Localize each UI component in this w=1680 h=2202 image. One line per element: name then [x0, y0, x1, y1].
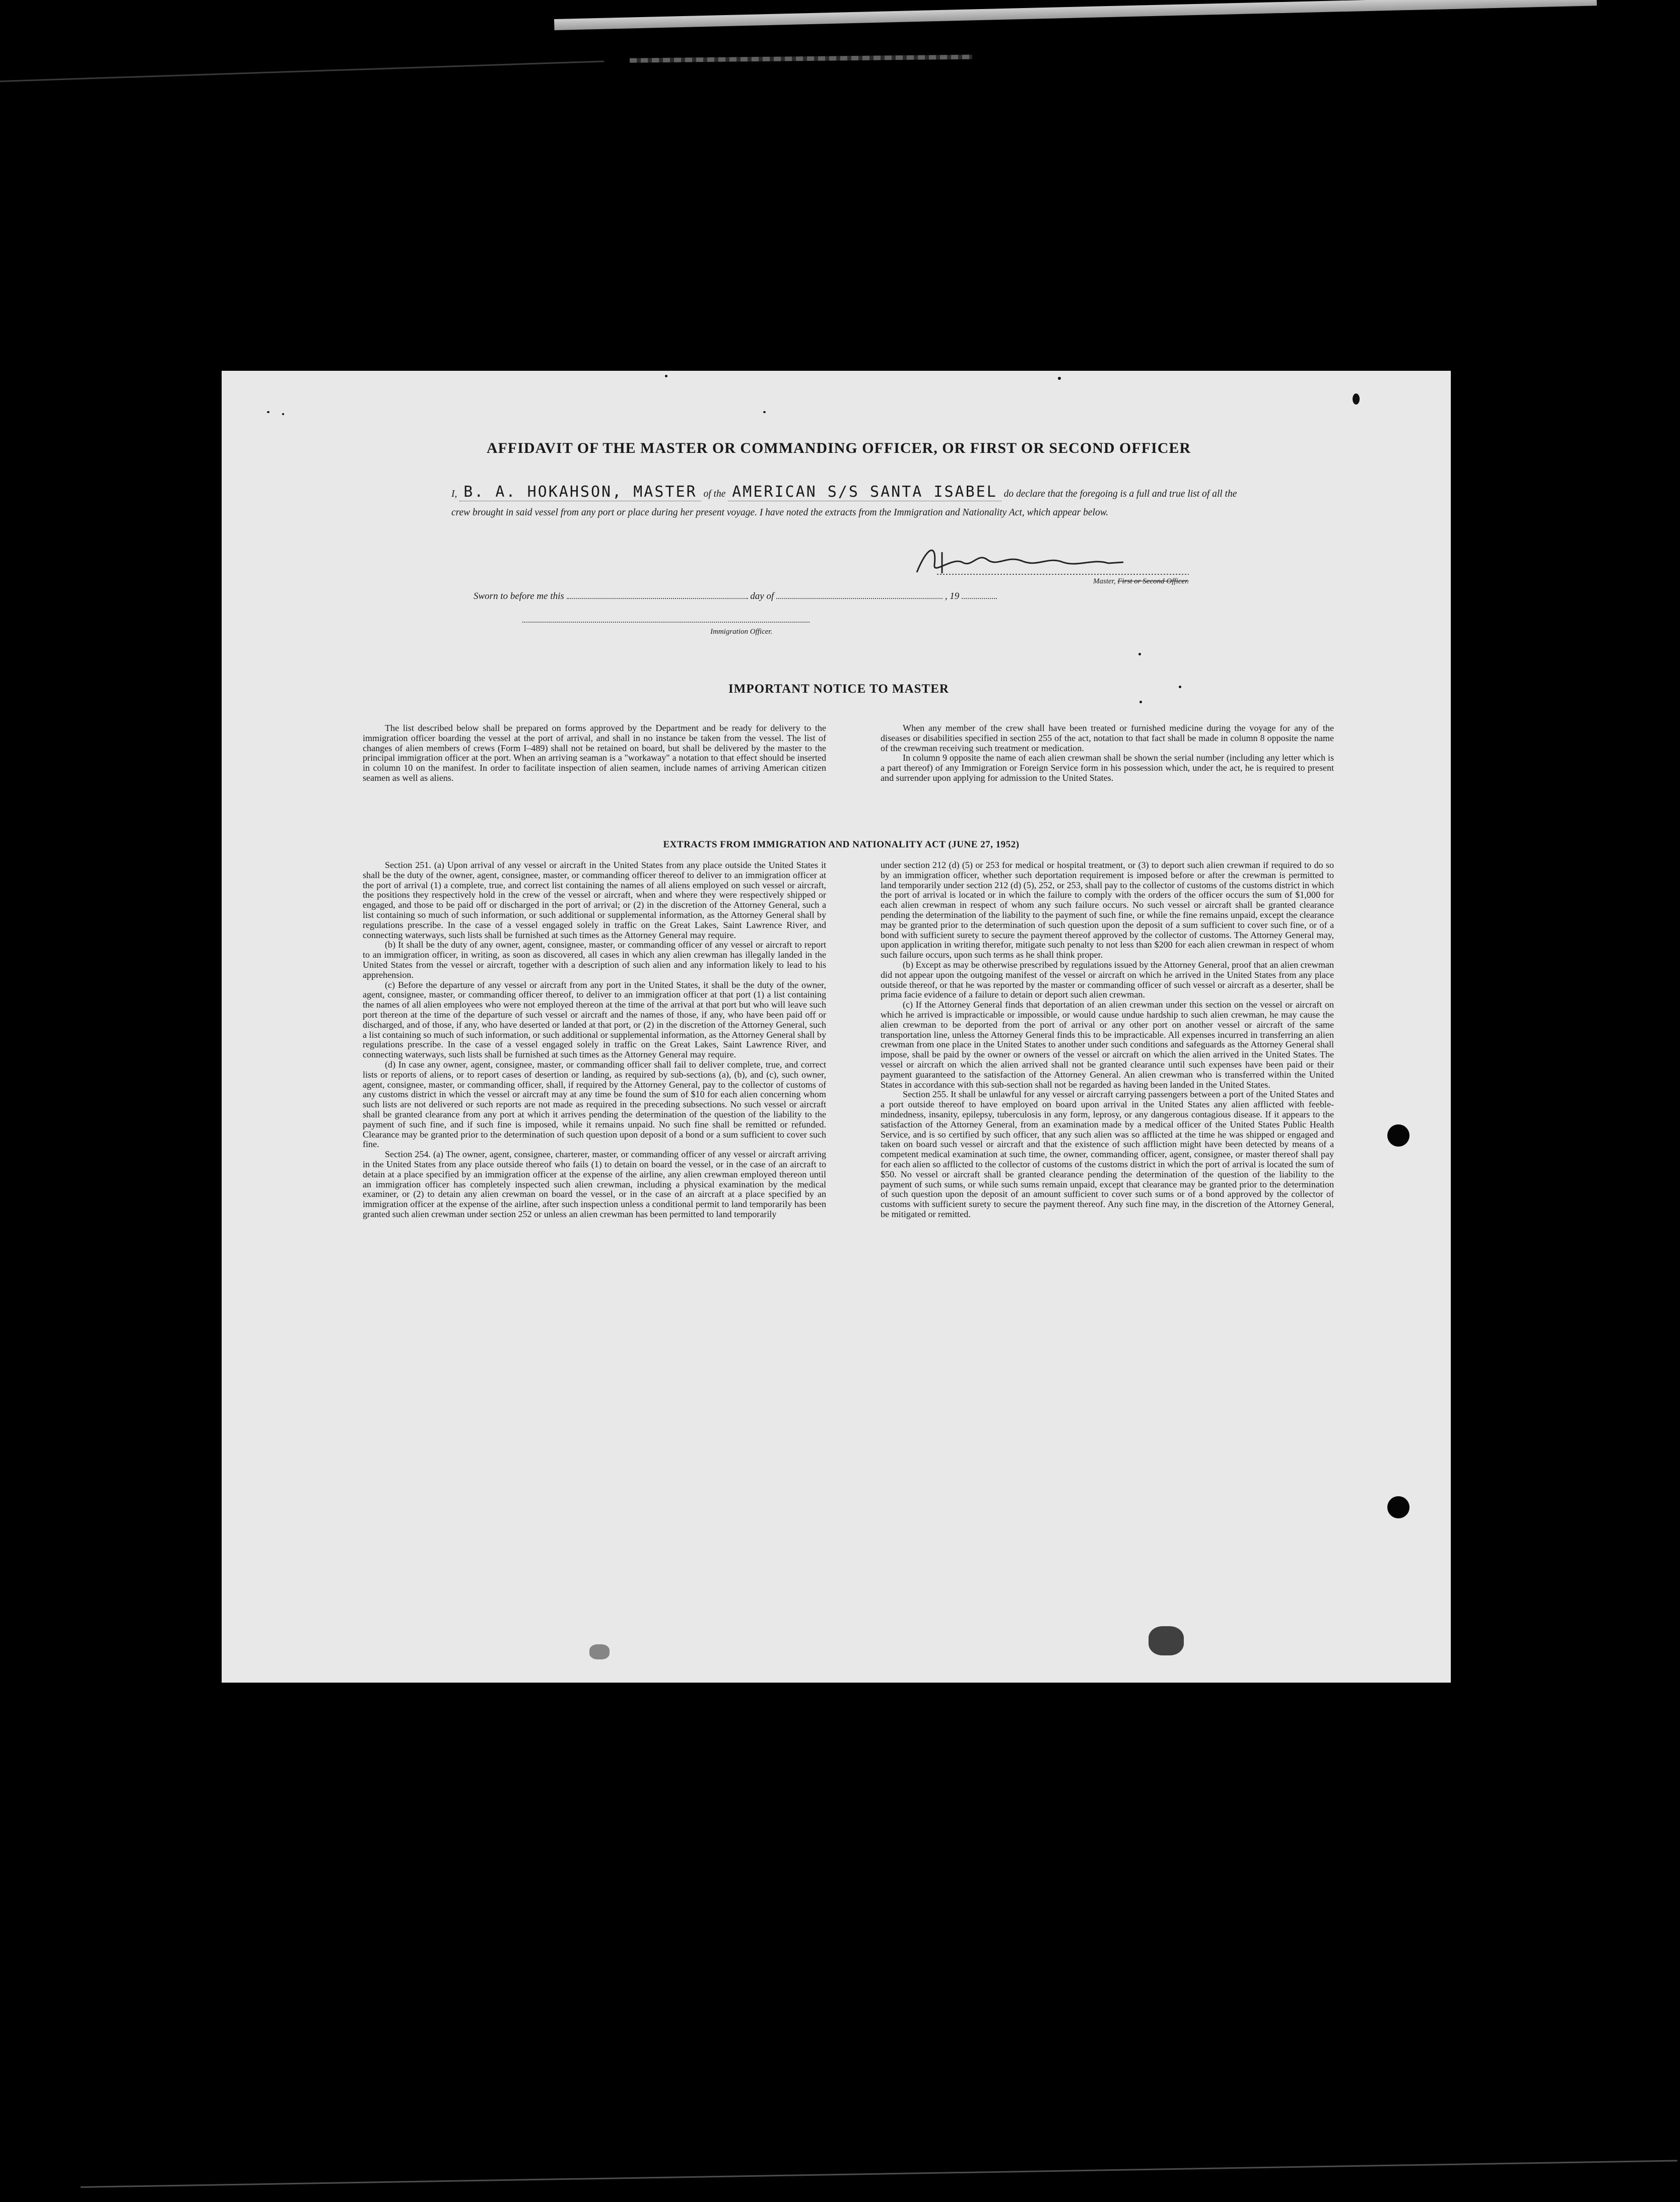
sworn-day-blank — [567, 591, 748, 599]
notice-paragraph: In column 9 opposite the name of each alien crewman shall be shown the serial number (including any letter which is a part thereof) of any Immigration or Foreign Service form in his possession which, under the act, he is required to present and surrender upon applying for admission to the United States. — [881, 753, 1334, 783]
sworn-line — [474, 591, 997, 602]
extract-paragraph: Section 251. (a) Upon arrival of any vessel or aircraft in the United States from any place outside the United States it shall be the duty of the owner, agent, consignee, master, or commanding officer thereof to deliver to an immigration officer at the port of arrival (1) a complete, true, and correct list containing the names of all aliens employed on such vessel or aircraft, the positions they respectively hold in the crew of the vessel or aircraft, when and where they were respectively shipped or engaged, and those to be paid off or discharged in the port of arrival; or (2) in the discretion of the Attorney General, such a list containing so much of such information, or such additional or supplemental information, as the Attorney General shall by regulations prescribe. In the case of a vessel engaged solely in traffic on the Great Lakes, Saint Lawrence River, and connecting waterways, such lists shall be furnished at such times as the Attorney General may require. — [363, 860, 826, 940]
document-page — [222, 371, 1451, 1683]
film-edge-line — [0, 60, 604, 82]
signature-label-master: Master, — [1093, 577, 1116, 585]
extract-paragraph: (b) Except as may be otherwise prescribed by regulations issued by the Attorney General, proof that an alien crewman did not appear upon the outgoing manifest of the vessel or aircraft on which he arrived in the United States from any place outside thereof, or that he was reported by the master or commanding officer of such vessel or aircraft as a deserter, shall be prima facie evidence of a failure to detain or deport such alien crewman. — [881, 959, 1334, 1000]
master-name-handwritten: B. A. HOKAHSON, MASTER — [459, 483, 701, 501]
ink-smudge — [589, 1644, 610, 1659]
extract-paragraph: (c) If the Attorney General finds that deportation of an alien crewman under this section on the vessel or aircraft on which he arrived is impracticable or impossible, or would cause undue hardship to such alien crewman, he may cause the alien crewman to be deported from the port of arrival or any other port on another vessel or aircraft of the same transportation line, unless the Attorney General finds this to be impracticable. All expenses incurred in transferring an alien crewman from one place in the United States to another under such conditions and safeguards as the Attorney General shall impose, shall be paid by the owner or owners of the vessel or aircraft on which the alien arrived in the United States. The vessel or aircraft on which the alien arrived shall not be granted clearance until such expenses have been paid or their payment guaranteed to the satisfaction of the Attorney General. An alien crewman who is transferred within the United States in accordance with this sub-section shall not be regarded as having been landed in the United States. — [881, 999, 1334, 1090]
sworn-year-prefix: , 19 — [945, 591, 960, 602]
vessel-name-handwritten: AMERICAN S/S SANTA ISABEL — [728, 483, 1001, 501]
notice-paragraph: When any member of the crew shall have been treated or furnished medicine during the voyage for any of the diseases or disabilities specified in section 255 of the act, notation to that fact shall be made in column 8 opposite the name of the crewman receiving such treatment or medication. — [881, 723, 1334, 753]
notice-title: IMPORTANT NOTICE TO MASTER — [728, 682, 949, 696]
sworn-year-blank — [962, 591, 997, 599]
declaration-body: that the foregoing is a full and true list of all the crew brought in said vessel from any port or place during her present voyage. I have noted the extracts from the Immigration and Nationality Act, which appear below. — [451, 489, 1237, 518]
film-edge-streak — [630, 54, 972, 62]
notice-right-column — [881, 723, 1334, 783]
declaration-prefix: I, — [451, 489, 457, 499]
speck — [267, 411, 270, 413]
immigration-officer-signature-line — [522, 622, 810, 623]
notice-paragraph: The list described below shall be prepared on forms approved by the Department and be ready for delivery to the immigration officer boarding the vessel at the port of arrival, and shall in no instance be taken from the vessel. The list of changes of alien members of crews (Form I–489) shall not be retained on board, but shall be delivered by the master to the principal immigration officer at the port. When an arriving seaman is a "workaway" a notation to that effect should be inserted in column 10 on the manifest. In order to facilitate inspection of alien seamen, include names of arriving American citizen seamen as well as aliens. — [363, 723, 826, 783]
immigration-officer-label: Immigration Officer. — [710, 628, 773, 636]
punch-hole — [1387, 1124, 1409, 1147]
speck — [763, 411, 766, 413]
speck — [1139, 701, 1142, 703]
extract-paragraph: (d) In case any owner, agent, consignee, master, or commanding officer shall fail to deliver complete, true, and correct lists or reports of aliens, or to report cases of desertion or landing, as required by sub-sections (a), (b), and (c), such owner, agent, consignee, master, or commanding officer, shall, if required by the Attorney General, pay to the collector of customs of any customs district in which the vessel or aircraft may at any time be found the sum of $10 for each alien concerning whom such lists are not delivered or such reports are not made as required in the preceding subsections. No such vessel or aircraft shall be granted clearance from any port at which it arrives pending the determination of the question of the liability to the payment of such fine, and if such fine is imposed, while it remains unpaid. No such fine shall be remitted or refunded. Clearance may be granted prior to the determination of such question upon deposit of a bond or a sum sufficient to cover such fine. — [363, 1059, 826, 1150]
extracts-right-column — [881, 860, 1334, 1220]
declaration-of-the: of the — [703, 489, 726, 499]
punch-hole — [1387, 1496, 1409, 1518]
extract-paragraph: Section 255. It shall be unlawful for any vessel or aircraft carrying passengers between a port of the United States and a port outside thereof to have employed on board upon arrival in the United States any alien afflicted with feeble-mindedness, insanity, epilepsy, tuberculosis in any form, leprosy, or any dangerous contagious disease. If it appears to the satisfaction of the Attorney General, from an examination made by a medical officer of the United States Public Health Service, and is so certified by such officer, that any such alien was so afflicted at the time he was shipped or engaged and taken on board such vessel or aircraft and that the existence of such affliction might have been detected by means of a competent medical examination at such time, the owner, commanding officer, agent, consignee, or master thereof shall pay for each alien so afflicted to the collector of customs of the customs district in which the port of arrival is located the sum of $50. No vessel or aircraft shall be granted clearance pending the determination of the question of the liability to the payment of such sums, or while such sums remain unpaid, except that clearance may be granted prior to the determination of such question upon the deposit of an amount sufficient to cover such sums or of a bond approved by the collector of customs with sufficient surety to secure the payment thereof. Any such fine may, in the discretion of the Attorney General, be mitigated or remitted. — [881, 1089, 1334, 1219]
ink-smudge — [1149, 1626, 1184, 1655]
declaration — [451, 483, 1257, 522]
signature-label — [1093, 577, 1189, 586]
extract-paragraph: (b) It shall be the duty of any owner, agent, consignee, master, or commanding officer of any vessel or aircraft to report to an immigration officer, in writing, as soon as discovered, all cases in which any alien crewman has illegally landed in the United States from the vessel or aircraft, together with a description of such alien and any information likely to lead to his apprehension. — [363, 940, 826, 980]
extract-paragraph: under section 212 (d) (5) or 253 for medical or hospital treatment, or (3) to deport such alien crewman if required to do so by an immigration officer, whether such deportation requirement is imposed before or after the crewman is permitted to land temporarily under section 212 (d) (5), 252, or 253, shall pay to the collector of customs of the customs district in which the port of arrival is located or in which the failure to comply with the orders of the officer occurs the sum of $1,000 for each alien crewman in respect of whom any such failure occurs. No such vessel or aircraft shall be granted clearance pending the determination of the liability to the payment of such fine, or while the fine remains unpaid, except the clearance may be granted prior to the determination of such question upon the deposit of a sum sufficient to cover such fine, or of a bond with sufficient surety to secure the payment thereof approved by the collector of customs. The Attorney General may, upon application in writing therefor, mitigate such penalty to not less than $200 for each alien crewman in respect of whom such failure occurs, upon such terms as he shall think proper. — [881, 860, 1334, 960]
sworn-text: Sworn to before me this — [474, 591, 564, 602]
extract-paragraph: (c) Before the departure of any vessel or aircraft from any port in the United States, it shall be the duty of the owner, agent, consignee, master, or commanding officer thereof, to deliver to an immigration officer at that port (1) a list containing the names of all alien employees who were not employed thereon at the time of the arrival at that port but who will leave such port thereon at the time of the departure of such vessel or aircraft and the names of those, if any, who have been paid off or discharged, and of those, if any, who have deserted or landed at that port, or (2) in the discretion of the Attorney General, such a list containing so much of such information, or such additional or supplemental information, as the Attorney General shall by regulations prescribe. In the case of a vessel engaged solely in traffic on the Great Lakes, Saint Lawrence River, and connecting waterways, such lists shall be furnished at such times as the Attorney General may require. — [363, 979, 826, 1060]
sworn-month-blank — [776, 591, 943, 599]
extracts-left-column — [363, 860, 826, 1220]
extract-paragraph: Section 254. (a) The owner, agent, consignee, charterer, master, or commanding officer of any vessel or aircraft arriving in the United States from any place outside thereof who fails (1) to detain on board the vessel, or in the case of an aircraft to detain at a place specified by an immigration officer at the expense of the airline, any alien crewman employed thereon until an immigration officer has completely inspected such alien crewman, including a physical examination by the medical examiner, or (2) to detain any alien crewman on board the vessel, or in the case of an aircraft at a place specified by an immigration officer at the expense of the airline, after such inspection unless a conditional permit to land temporarily has been granted such alien crewman under section 252 or unless an alien crewman has been permitted to land temporarily — [363, 1149, 826, 1219]
speck — [282, 413, 284, 415]
speck — [1138, 653, 1141, 655]
speck — [665, 375, 667, 377]
extracts-title: EXTRACTS FROM IMMIGRATION AND NATIONALITY ACT (JUNE 27, 1952) — [663, 839, 1020, 850]
declaration-do-declare: do declare — [1003, 489, 1045, 499]
film-edge-streak — [554, 0, 1597, 30]
speck — [1058, 377, 1061, 380]
affidavit-title: AFFIDAVIT OF THE MASTER OR COMMANDING OFFICER, OR FIRST OR SECOND OFFICER — [486, 440, 1191, 456]
film-edge-line — [81, 2160, 1677, 2188]
speck — [1353, 393, 1360, 405]
signature-label-struck: First or Second Officer. — [1117, 577, 1189, 585]
sworn-day-of: day of — [750, 591, 774, 602]
handwritten-signature — [907, 537, 1189, 582]
notice-left-column — [363, 723, 826, 783]
